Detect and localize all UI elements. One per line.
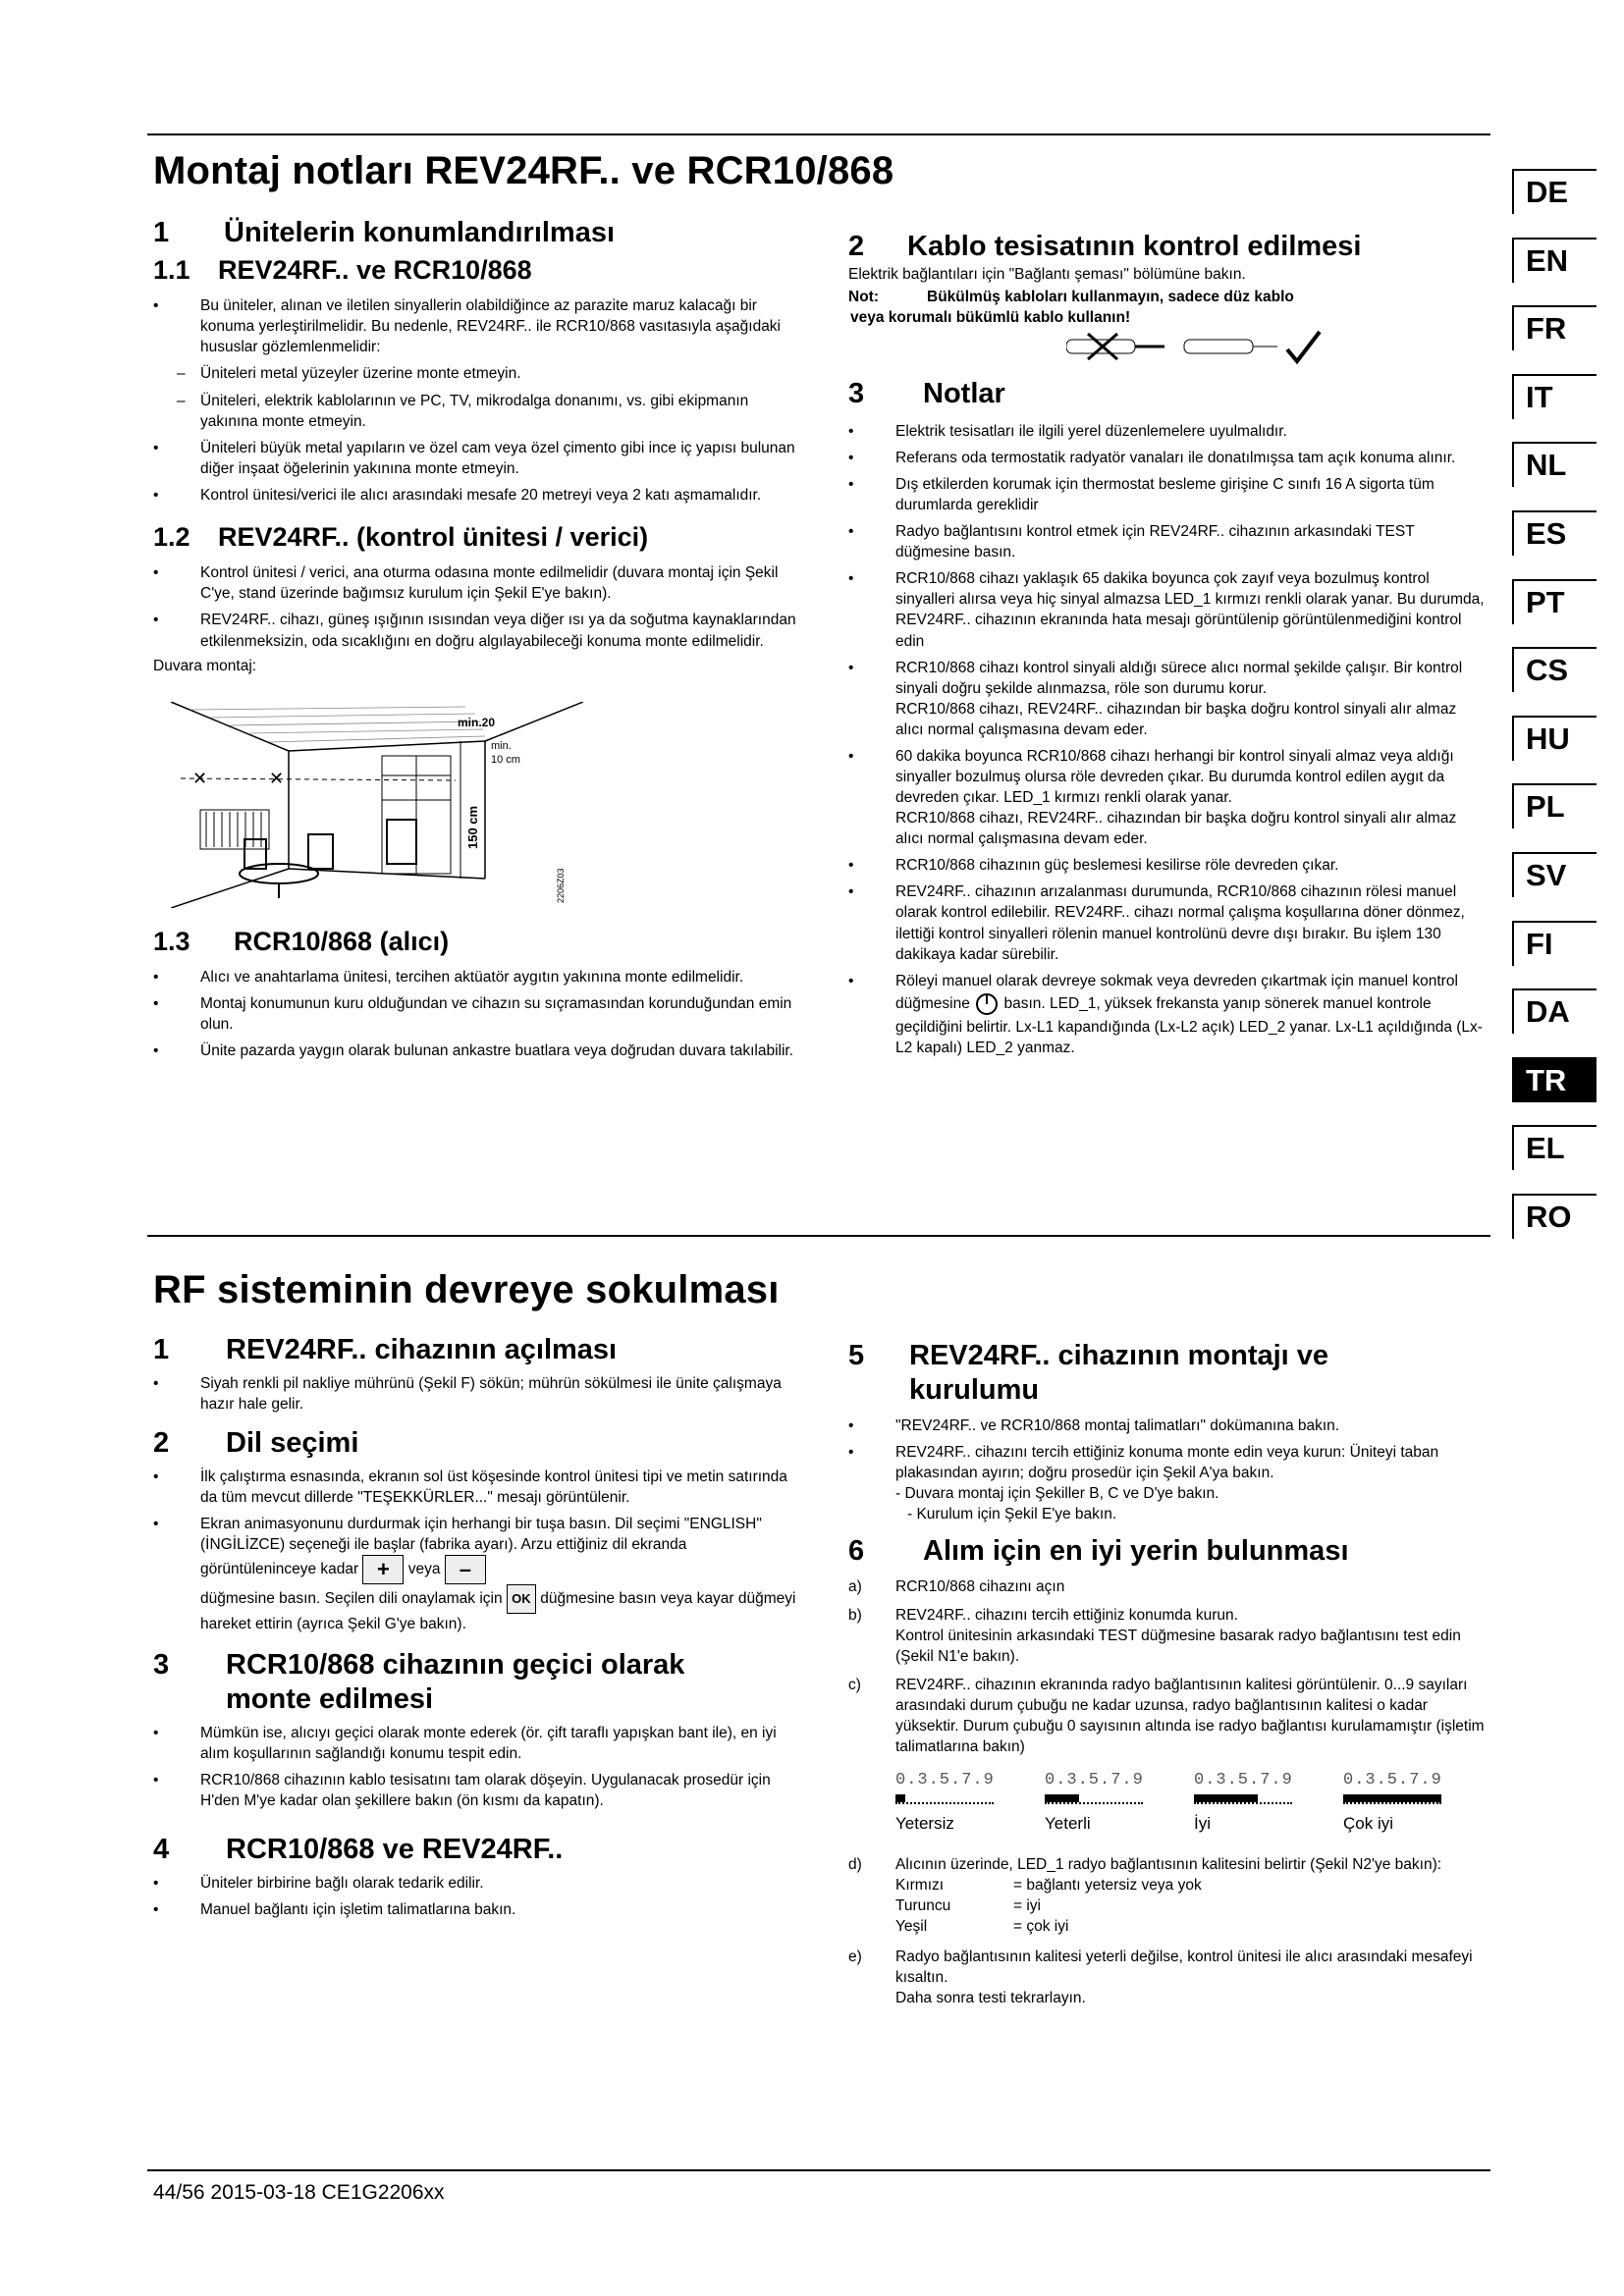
list-item: • Mümkün ise, alıcıyı geçici olarak monte ederek (ör. çift taraflı yapışkan bant ile), en iyi alım koşullarının sağlandığı konumu tespit edin.: [153, 1723, 801, 1764]
list-item: • RCR10/868 cihazı yaklaşık 65 dakika boyunca çok zayıf veya bozulmuş kontrol sinyalleri alırsa veya hiç sinyal almazsa LED_1 kırmızı renkli olarak yanar. Bu durumda, REV24RF.. cihazının ekranında hata mesajı görüntülenip görüntülenmediğini kontrol edin: [848, 568, 1487, 651]
led-meaning: = bağlantı yetersiz veya yok: [1013, 1876, 1202, 1894]
wiring-text: Elektrik bağlantıları için "Bağlantı şeması" bölümüne bakın.: [848, 265, 1246, 283]
signal-label: İyi: [1194, 1813, 1211, 1833]
signal-indicator: [895, 1769, 994, 1834]
led-row: [895, 1916, 1487, 1937]
signal-scale: 0.3.5.7.9: [1045, 1771, 1144, 1790]
list-item: • Ekran animasyonunu durdurmak için herhangi bir tuşa basın. Dil seçimi "ENGLISH" (İNGİLİZCE) seçeneği ile başlar (fabrika ayarı). Arzu ettiğiniz dil ekranda görüntüleninceye kadar + veya – düğmesine basın. Seçilen dili onaylamak için OK düğmesine basın veya kayar düğmeyi hareket ettirin (ayrıca Şekil G'ye bakın).: [153, 1514, 801, 1634]
ok-button-icon: OK: [507, 1584, 536, 1614]
list-item: – Üniteleri, elektrik kablolarının ve PC, TV, mikrodalga donanımı, vs. gibi ekipmanın yakınına monte etmeyin.: [177, 392, 749, 430]
figure-code: 2206Z03: [556, 868, 566, 903]
signal-bar: [1194, 1794, 1292, 1804]
svg-text:✕: ✕: [192, 768, 208, 788]
section-3-heading: 3 Notlar: [848, 378, 1005, 410]
svg-text:✕: ✕: [269, 768, 285, 788]
rf-right-column: [848, 1339, 1487, 2016]
list-item: • Röleyi manuel olarak devreye sokmak veya devreden çıkartmak için manuel kontrol düğmesine basın. LED_1, yüksek frekansta yanıp sönerek manuel kontrole geçildiğini belirtir. Lx-L1 kapandığında (Lx-L2 açık) LED_2 yanar. Lx-L1 açıldığında (Lx-L2 kapalı) LED_2 yanmaz.: [848, 971, 1487, 1058]
list-item: • RCR10/868 cihazının kablo tesisatını tam olarak döşeyin. Uygulanacak prosedür için H'den M'ye kadar olan şekillere bakın (ön kısmı da kapatın).: [153, 1770, 801, 1811]
section-1-heading: 1 Ünitelerin konumlandırılması: [153, 217, 616, 248]
section-1-2-heading: 1.2 REV24RF.. (kontrol ünitesi / verici): [153, 521, 649, 552]
list-item: • "REV24RF.. ve RCR10/868 montaj talimatları" dokümanına bakın.: [848, 1415, 1487, 1436]
language-tab-es[interactable]: ES: [1512, 510, 1597, 556]
signal-bar: [1343, 1794, 1441, 1804]
list-item: • 60 dakika boyunca RCR10/868 cihazı herhangi bir kontrol sinyali almaz veya aldığı sinyaller bozulmuş olursa röle devreden çıkar. Bu durumda kontrol edilen aygıt da devreden çıkar. LED_1 kırmızı renkli olarak yanar. RCR10/868 cihazı, REV24RF.. cihazından bir başka doğru kontrol sinyali alır almaz alıcı normal çalışmasına devam eder.: [848, 746, 1487, 849]
led-color: Turuncu: [895, 1896, 951, 1914]
led-color: Kırmızı: [895, 1876, 945, 1894]
list-item: • Manuel bağlantı için işletim talimatlarına bakın.: [153, 1899, 801, 1920]
signal-indicator: [1045, 1769, 1143, 1834]
language-tab-ro[interactable]: RO: [1512, 1194, 1597, 1239]
list-item: • REV24RF.. cihazını tercih ettiğiniz konuma monte edin veya kurun: Üniteyi taban plakasından ayırın; doğru prosedür için Şekil A'ya bakın. - Duvara montaj için Şekiller B, C ve D'ye bakın. - Kurulum için Şekil E'ye bakın.: [848, 1442, 1487, 1524]
manual-control-icon: [974, 991, 1000, 1017]
wiring-note: Not: Bükülmüş kabloları kullanmayın, sadece düz kablo: [848, 288, 1294, 305]
mount-right-column: [848, 230, 1487, 1064]
list-item: • RCR10/868 cihazı kontrol sinyali aldığı sürece alıcı normal şekilde çalışır. Bir kontrol sinyali doğru şekilde alınmazsa, röle son durumu korur. RCR10/868 cihazı, REV24RF.. cihazından bir başka doğru kontrol sinyali alır almaz alıcı normal çalışmasına devam eder.: [848, 658, 1487, 740]
signal-bar-fill: [895, 1794, 905, 1802]
signal-bar-fill: [1343, 1794, 1441, 1802]
language-tab-cs[interactable]: CS: [1512, 647, 1597, 692]
list-item: • Bu üniteler, alınan ve iletilen sinyallerin olabildiğince az parazite maruz kalacağı bir konuma yerleştirilmelidir. Bu nedenle, REV24RF.. ile RCR10/868 vasıtasıyla aşağıdaki hususlar gözlemlenmelidir:: [153, 295, 801, 357]
rf-section-6-heading: 6 Alım için en iyi yerin bulunması: [848, 1534, 1349, 1567]
rf-section-1-heading: 1 REV24RF.. cihazının açılması: [153, 1334, 618, 1365]
rf-section-3-heading: 3 RCR10/868 cihazının geçici olarak monte edilmesi: [153, 1649, 685, 1715]
led-table: [895, 1875, 1487, 1937]
step-a: a) RCR10/868 cihazını açın: [848, 1577, 1065, 1595]
minus-button-icon: –: [445, 1555, 486, 1584]
signal-label: Çok iyi: [1343, 1813, 1394, 1833]
list-item: • Dış etkilerden korumak için thermostat besleme girişine C sınıfı 16 A sigorta tüm durumlarda gereklidir: [848, 474, 1487, 515]
signal-scale: 0.3.5.7.9: [1343, 1771, 1442, 1790]
led-row: [895, 1896, 1487, 1916]
led-meaning: = iyi: [1013, 1896, 1041, 1914]
step-b: b) REV24RF.. cihazını tercih ettiğiniz konumda kurun. Kontrol ünitesinin arkasındaki TEST düğmesine basarak radyo bağlantısını test edin (Şekil N1'e bakın).: [848, 1606, 1461, 1666]
language-tab-da[interactable]: DA: [1512, 988, 1597, 1034]
plus-button-icon: +: [362, 1555, 404, 1584]
list-item: • Kontrol ünitesi/verici ile alıcı arasındaki mesafe 20 metreyi veya 2 katı aşmamalıdır.: [153, 485, 801, 506]
signal-scale: 0.3.5.7.9: [1194, 1771, 1293, 1790]
rf-left-column: [153, 1333, 801, 1926]
list-item: – Üniteleri metal yüzeyler üzerine monte etmeyin.: [177, 365, 521, 383]
list-item: • Elektrik tesisatları ile ilgili yerel düzenlemelere uyulmalıdır.: [848, 421, 1487, 442]
mount-left-column: [153, 216, 801, 1067]
language-tab-sv[interactable]: SV: [1512, 852, 1597, 897]
cable-illustration: [1066, 326, 1361, 365]
list-item: • REV24RF.. cihazı, güneş ışığının ısısından veya diğer ısı ya da soğutma kaynaklarından etkilenmeksizin, oda sıcaklığını en doğru algılayabileceği konuma monte edilmelidir.: [153, 610, 801, 651]
wiring-note-2: veya korumalı bükümlü kablo kullanın!: [850, 308, 1131, 326]
page-footer: 44/56 2015-03-18 CE1G2206xx: [153, 2181, 445, 2204]
language-tab-fr[interactable]: FR: [1512, 305, 1597, 350]
section-1-3-heading: 1.3 RCR10/868 (alıcı): [153, 926, 450, 956]
list-item: • Alıcı ve anahtarlama ünitesi, tercihen aktüatör aygıtın yakınına monte edilmelidir.: [153, 967, 801, 988]
signal-indicator: [1343, 1769, 1441, 1834]
list-item: • Radyo bağlantısını kontrol etmek için REV24RF.. cihazının arkasındaki TEST düğmesine basın.: [848, 521, 1487, 562]
rf-section-2-heading: 2 Dil seçimi: [153, 1426, 359, 1459]
rf-section-4-heading: 4 RCR10/868 ve REV24RF..: [153, 1834, 564, 1866]
signal-scale: 0.3.5.7.9: [895, 1771, 995, 1790]
figure-label: min.: [491, 739, 512, 752]
language-tab-tr[interactable]: TR: [1512, 1057, 1597, 1102]
list-item: • Referans oda termostatik radyatör vanaları ile donatılmışsa tam açık konuma alınır.: [848, 448, 1487, 468]
step-e: e) Radyo bağlantısının kalitesi yeterli değilse, kontrol ünitesi ile alıcı arasındaki mesafeyi kısaltın. Daha sonra testi tekrarlayın.: [848, 1948, 1473, 2007]
top-rule: [147, 133, 1490, 135]
step-c: c) REV24RF.. cihazının ekranında radyo bağlantısının kalitesi görüntülenir. 0...9 sayıları arasındaki durum çubuğu ne kadar uzunsa, radyo bağlantısının kalitesi o kadar yüksektir. Durum çubuğu 0 sayısının altında ise radyo bağlantısı kurulamamıştır (işletim talimatlarına bakın) 0.3.5.7.9 Yetersiz 0.3.5.7.9 Yeterli 0.3.5.7.9 İyi 0.3.5.7.9 Çok iyi: [848, 1675, 1487, 1835]
step-d: d) Alıcının üzerinde, LED_1 radyo bağlantısının kalitesini belirtir (Şekil N2'ye bakın): Kırmızı = bağlantı yetersiz veya yok Turuncu = iyi Yeşil = çok iyi: [848, 1854, 1487, 1937]
middle-rule: [147, 1235, 1490, 1237]
list-item: • Siyah renkli pil nakliye mührünü (Şekil F) sökün; mührün sökülmesi ile ünite çalışmaya hazır hale gelir.: [153, 1373, 801, 1415]
led-meaning: = çok iyi: [1013, 1917, 1069, 1935]
language-tab-hu[interactable]: HU: [1512, 716, 1597, 761]
section-1-1-heading: 1.1 REV24RF.. ve RCR10/868: [153, 254, 532, 285]
bottom-rule: [147, 2169, 1490, 2171]
wall-mount-figure: [171, 702, 583, 908]
figure-label: min.20: [458, 715, 496, 729]
language-tab-en[interactable]: EN: [1512, 238, 1597, 283]
list-item: • Ünite pazarda yaygın olarak bulunan ankastre buatlara veya doğrudan duvara takılabilir.: [153, 1041, 801, 1061]
language-tab-fi[interactable]: FI: [1512, 921, 1597, 966]
list-item: • Üniteler birbirine bağlı olarak tedarik edilir.: [153, 1873, 801, 1894]
wall-mount-label: Duvara montaj:: [153, 657, 257, 674]
list-item: • Üniteleri büyük metal yapıların ve özel cam veya özel çimento gibi ince iç yapısı bulunan diğer inşaat öğelerinin yakınına monte etmeyin.: [153, 438, 801, 479]
language-tab-pt[interactable]: PT: [1512, 579, 1597, 624]
language-tab-pl[interactable]: PL: [1512, 783, 1597, 828]
language-tab-el[interactable]: EL: [1512, 1125, 1597, 1170]
list-item: • RCR10/868 cihazının güç beslemesi kesilirse röle devreden çıkar.: [848, 855, 1487, 876]
figure-label: 10 cm: [491, 753, 520, 766]
language-tab-nl[interactable]: NL: [1512, 442, 1597, 487]
list-item: • Montaj konumunun kuru olduğundan ve cihazın su sıçramasından korunduğundan emin olun.: [153, 993, 801, 1035]
figure-label: 150 cm: [465, 805, 480, 849]
signal-quality-indicators: [895, 1769, 1487, 1834]
signal-indicator: [1194, 1769, 1292, 1834]
signal-bar: [1045, 1794, 1143, 1804]
mount-title: Montaj notları REV24RF.. ve RCR10/868: [153, 149, 894, 192]
signal-label: Yeterli: [1045, 1813, 1091, 1833]
list-item: • İlk çalıştırma esnasında, ekranın sol üst köşesinde kontrol ünitesi tipi ve metin satırında da tüm mevcut dillerde "TEŞEKKÜRLER..." mesajı görüntülenir.: [153, 1467, 801, 1508]
signal-bar-fill: [1045, 1794, 1079, 1802]
led-color: Yeşil: [895, 1917, 928, 1935]
list-item: • REV24RF.. cihazının arızalanması durumunda, RCR10/868 cihazının rölesi manuel olarak kontrol edilebilir. REV24RF.. cihazı normal çalışma koşullarına döner dönmez, ilettiği kontrol sinyalleri rölenin manuel kontrolünü devre dışı bırakır. Bu işlem 130 dakikaya kadar sürebilir.: [848, 881, 1487, 964]
led-row: [895, 1875, 1487, 1896]
signal-bar-fill: [1194, 1794, 1258, 1802]
section-2-heading: 2 Kablo tesisatının kontrol edilmesi: [848, 231, 1362, 262]
rf-title: RF sisteminin devreye sokulması: [153, 1268, 780, 1311]
signal-label: Yetersiz: [895, 1813, 954, 1833]
signal-bar: [895, 1794, 994, 1804]
list-item: • Kontrol ünitesi / verici, ana oturma odasına monte edilmelidir (duvara montaj için Şekil C'ye, stand üzerinde bağımsız kurulum için Şekil E'ye bakın).: [153, 562, 801, 604]
language-tab-it[interactable]: IT: [1512, 374, 1597, 419]
rf-section-5-heading: 5 REV24RF.. cihazının montajı ve kurulumu: [848, 1340, 1329, 1406]
language-tab-de[interactable]: DE: [1512, 169, 1597, 214]
